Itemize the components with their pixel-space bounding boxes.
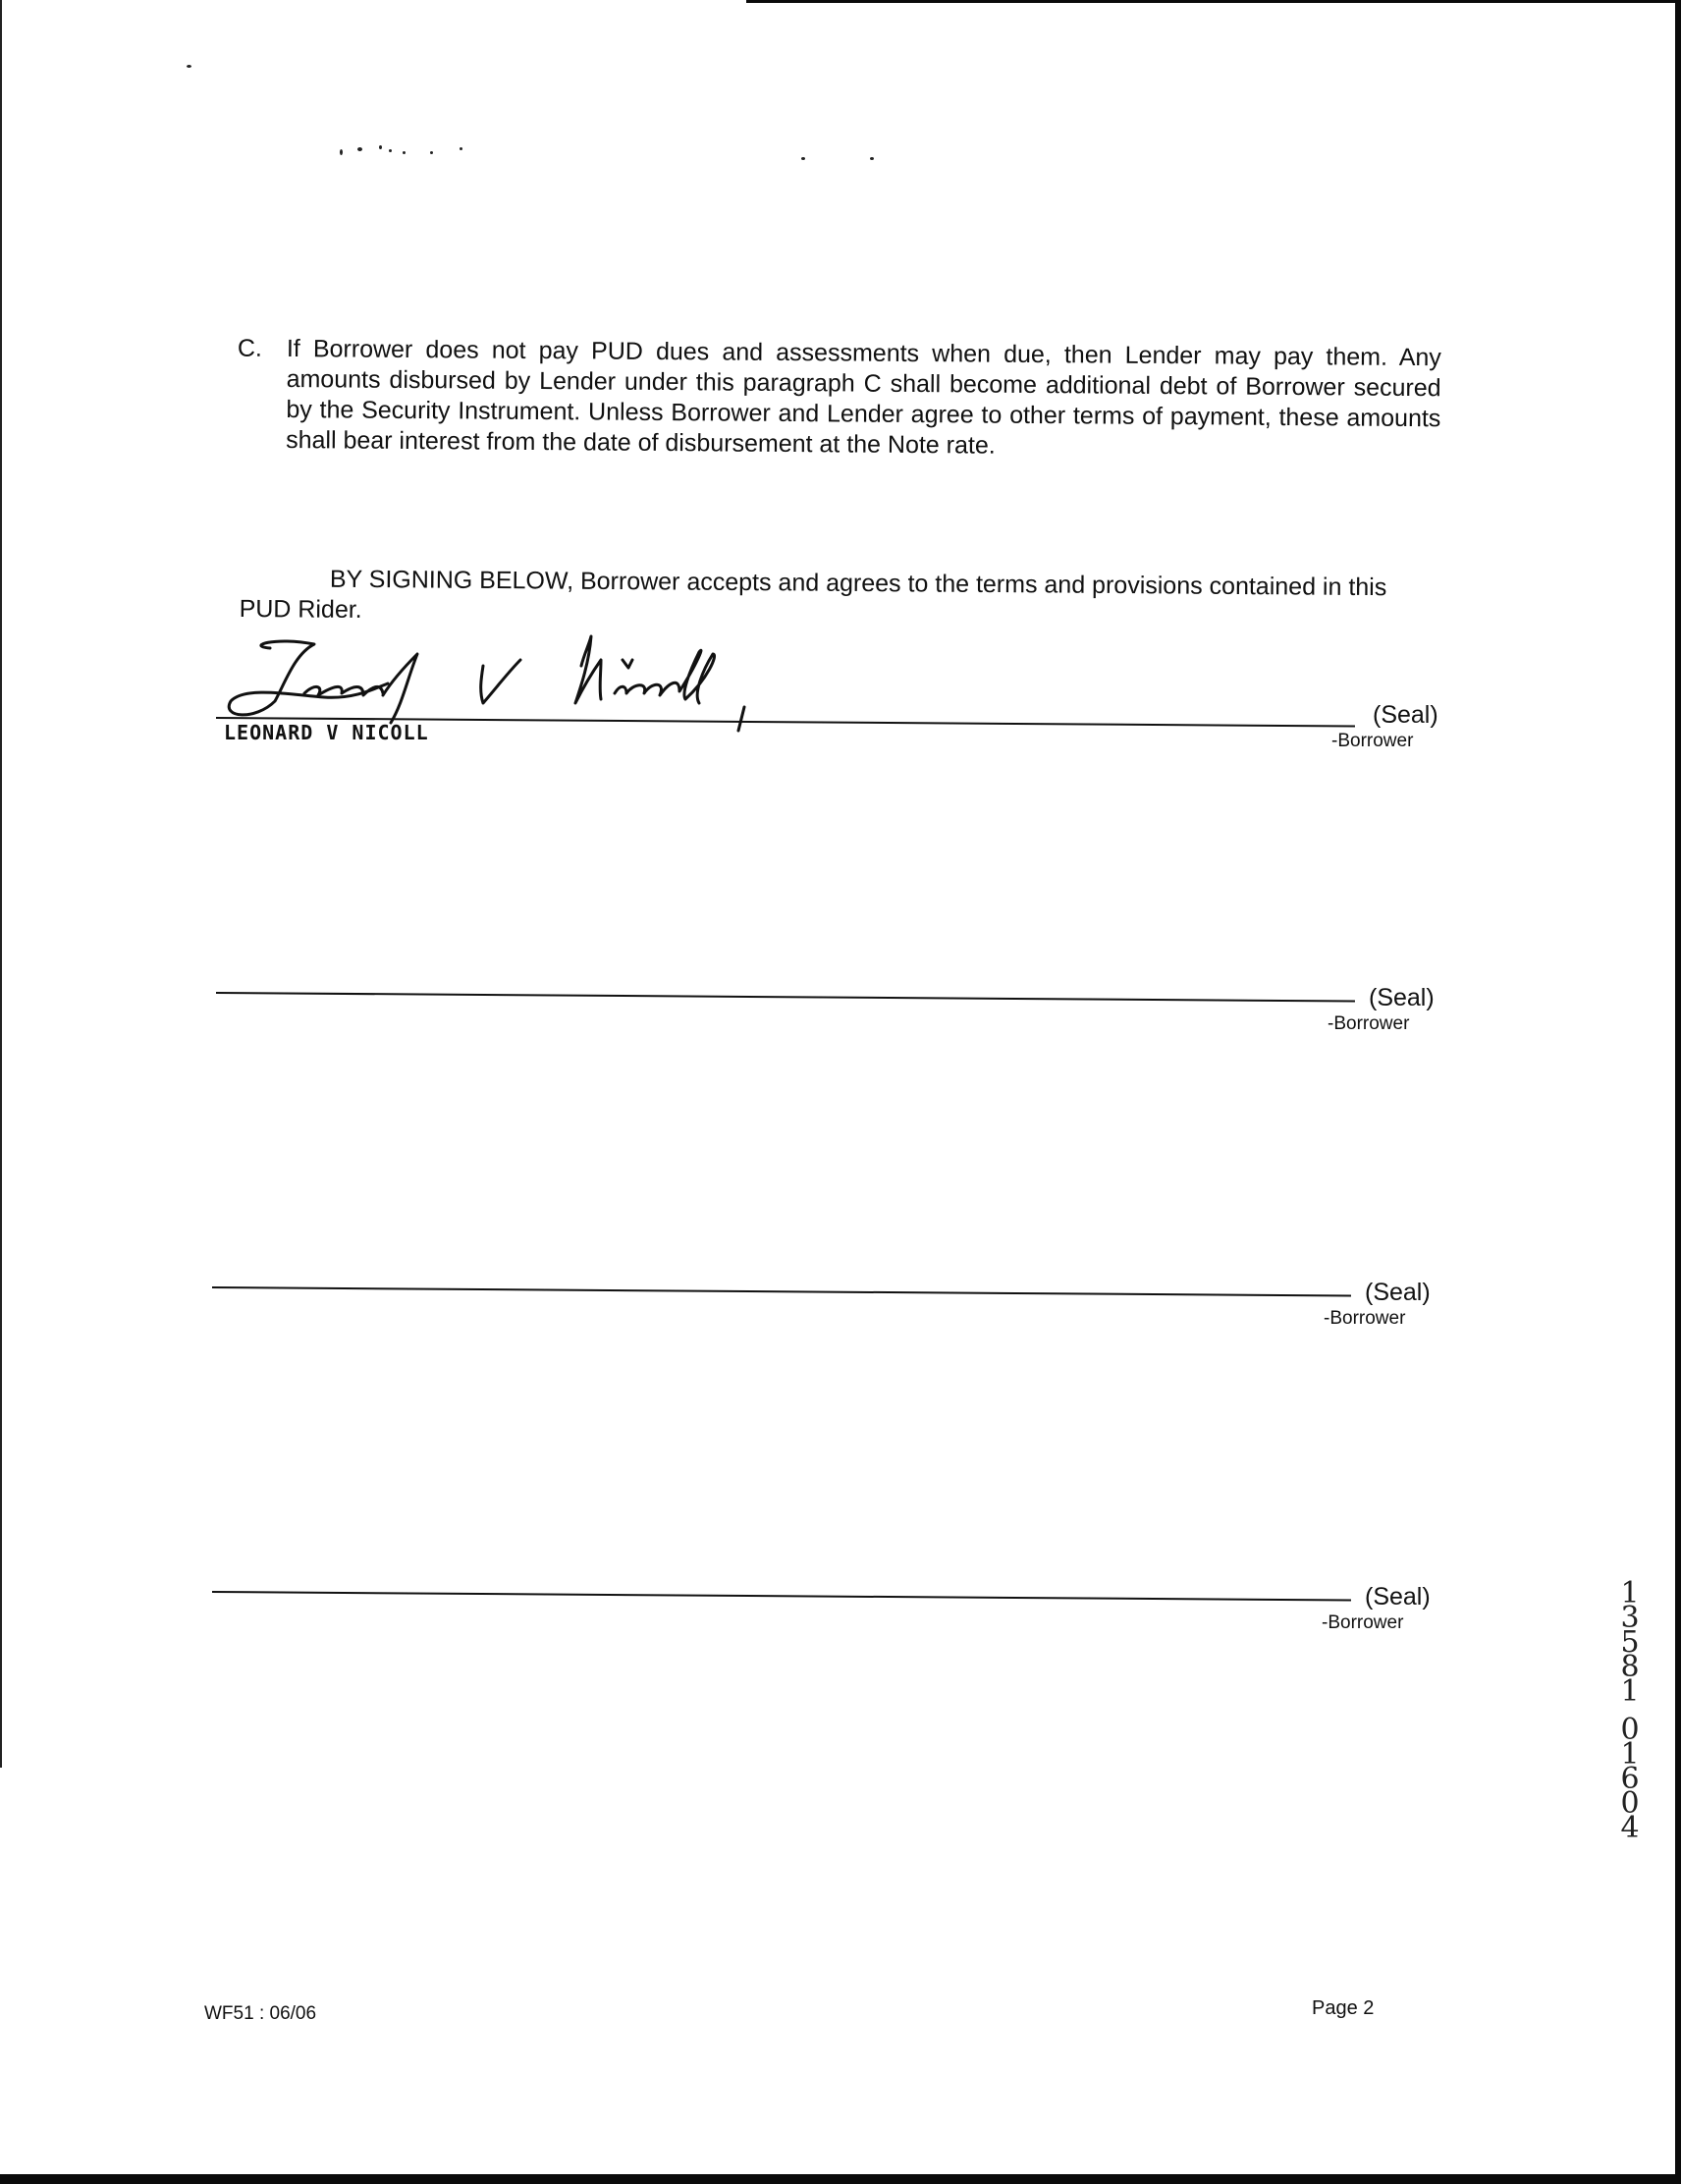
- scan-edge-right: [1675, 0, 1681, 2184]
- signature-line-2: [216, 992, 1355, 1003]
- signing-statement: BY SIGNING BELOW, Borrower accepts and agrees to the terms and provisions contained in this PUD Rider.: [239, 565, 1387, 624]
- seal-label-3: (Seal): [1365, 1279, 1431, 1306]
- borrower-label-1: -Borrower: [1331, 731, 1414, 751]
- paragraph-c: [237, 334, 1441, 464]
- borrower-printed-name: LEONARD V NICOLL: [224, 721, 429, 744]
- borrower-label-2: -Borrower: [1328, 1013, 1410, 1034]
- signature-line-3: [212, 1286, 1351, 1297]
- signature-line-4: [212, 1591, 1351, 1602]
- seal-label-2: (Seal): [1369, 984, 1435, 1011]
- paragraph-c-label: C.: [237, 334, 262, 362]
- seal-label-4: (Seal): [1365, 1583, 1431, 1611]
- seal-label-1: (Seal): [1373, 701, 1438, 729]
- paragraph-c-text: If Borrower does not pay PUD dues and assessments when due, then Lender may pay them. Any amounts disbursed by Lender under this paragraph C shall become additional debt of Borrower secured by the Security Instrument. Unless Borrower and Lender agree to other terms of payment, these amounts shall bear interest from the date of disbursement at the Note rate.: [286, 334, 1441, 460]
- borrower-label-3: -Borrower: [1324, 1308, 1406, 1329]
- document-stamp-number: 1 3 5 8 1 0 1 6 0 4: [1620, 1576, 1640, 1845]
- borrower-label-4: -Borrower: [1322, 1612, 1404, 1633]
- scan-edge-left: [0, 0, 2, 1768]
- page-number: Page 2: [1312, 1997, 1375, 2019]
- scan-edge-top: [746, 0, 1681, 3]
- form-code: WF51 : 06/06: [204, 2003, 317, 2024]
- scan-edge-bottom: [0, 2174, 1681, 2184]
- signature-drawing: [216, 625, 805, 733]
